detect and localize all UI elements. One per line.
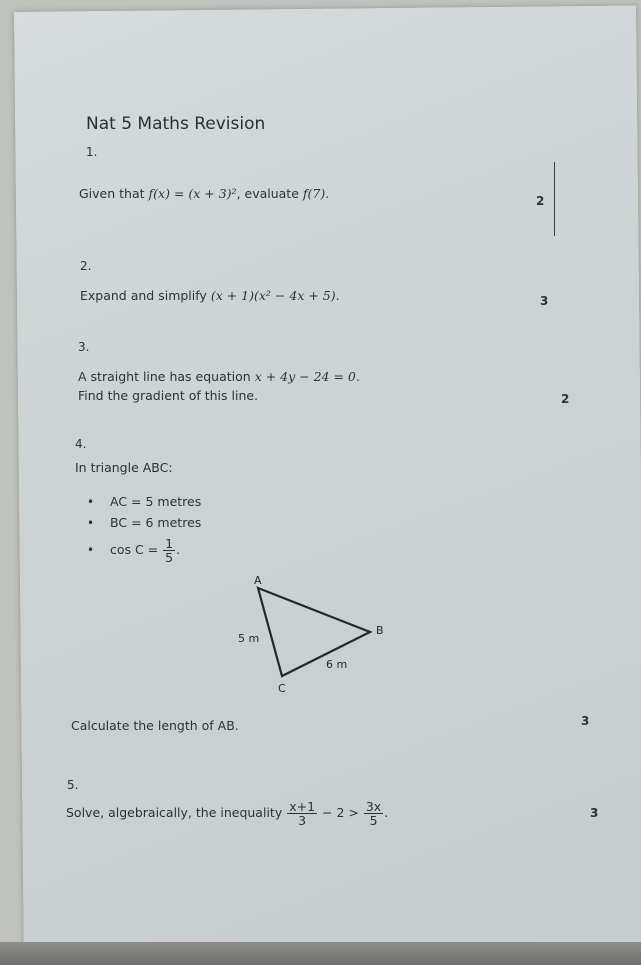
question-2-text xyxy=(80,288,340,303)
question-1-lead: Given that xyxy=(79,186,145,201)
question-3-marks: 2 xyxy=(561,392,570,406)
question-4-number: 4. xyxy=(75,437,87,451)
question-2-marks: 3 xyxy=(540,294,549,308)
table-surface xyxy=(0,942,641,965)
side-ac-label: 5 m xyxy=(238,632,260,645)
question-5-lead: Solve, algebraically, the inequality xyxy=(66,805,283,821)
margin-line xyxy=(554,162,555,236)
question-1-text xyxy=(79,186,329,201)
bullet-dot: • xyxy=(87,543,95,558)
question-4-instruction: Calculate the length of AB. xyxy=(71,718,239,733)
question-1-number: 1. xyxy=(86,145,98,159)
question-2-lead: Expand and simplify xyxy=(80,288,207,303)
cos-fraction: $\frac{1}{5}$ xyxy=(165,536,174,566)
question-3-equation: x + 4y − 24 = 0. xyxy=(254,369,360,384)
question-3-number: 3. xyxy=(78,340,90,354)
question-1-marks: 2 xyxy=(536,194,545,208)
triangle-abc xyxy=(258,588,370,676)
bullet-ac: • AC = 5 metres xyxy=(87,494,202,509)
bullet-dot: • xyxy=(87,495,95,509)
inequality-fraction-right: $\frac{3x}{5}$ xyxy=(365,799,382,829)
page-title: Nat 5 Maths Revision xyxy=(86,114,266,134)
question-1-mid: , evaluate xyxy=(236,186,299,201)
question-1-function: f(x) = (x + 3)² xyxy=(148,186,237,201)
inequality-fraction-left: $\frac{x+1}{3}$ xyxy=(289,799,316,829)
question-2-number: 2. xyxy=(80,259,92,273)
vertex-c-label: C xyxy=(278,682,286,695)
question-3-text xyxy=(78,369,360,384)
question-5-text: Solve, algebraically, the inequality $\frac{x+1}{3}$ − 2 > $\frac{3x}{5}$ . xyxy=(66,799,389,829)
vertex-b-label: B xyxy=(376,624,384,637)
bullet-cos: • cos C = $\frac{1}{5}$ . xyxy=(87,536,181,566)
question-4-marks: 3 xyxy=(581,714,590,728)
bullet-dot: • xyxy=(87,516,95,530)
question-3-lead: A straight line has equation xyxy=(78,369,251,384)
question-3-instruction: Find the gradient of this line. xyxy=(78,388,259,403)
question-4-lead: In triangle ABC: xyxy=(75,460,173,475)
question-2-expression: (x + 1)(x² − 4x + 5). xyxy=(210,288,340,303)
triangle-diagram xyxy=(230,570,410,700)
question-1-evaluate: f(7). xyxy=(302,186,330,201)
side-bc-label: 6 m xyxy=(326,658,348,671)
bullet-bc: • BC = 6 metres xyxy=(87,515,202,530)
question-5-number: 5. xyxy=(67,778,79,792)
question-5-marks: 3 xyxy=(590,806,599,820)
vertex-a-label: A xyxy=(254,574,262,587)
